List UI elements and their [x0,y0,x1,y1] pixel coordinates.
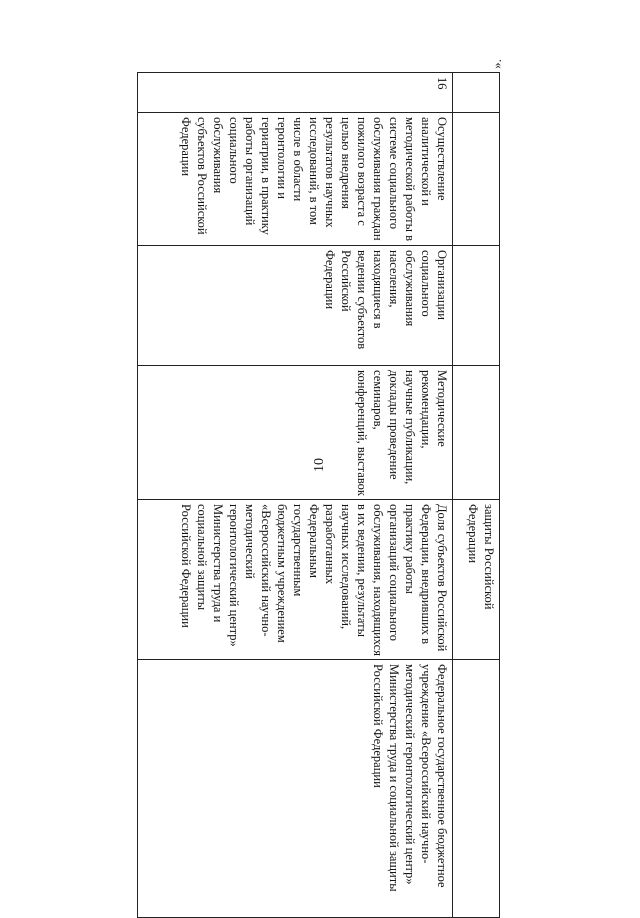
corner-mark: ». [488,59,504,69]
cell-executor: Федеральное государственное бюджетное учреждение «Всероссийский научно-методический геронтологический центр» Министерства труда и социальной защиты Российской Федерации [138,660,453,918]
cell-results: Методические рекомендации, научные публикации, доклады проведение семинаров, конференций, выставок [138,366,453,500]
cell-row-number: 16 [138,73,453,113]
cell-activity-top [453,113,500,246]
page-number: 10 [312,458,327,472]
table-row-continuation [453,73,500,918]
cell-objects: Организации социального обслуживания населения, находящиеся в ведении субъектов Российской Федерации [138,246,453,366]
cell-num-top [453,73,500,113]
cell-indicator-top: защиты Российской Федерации [453,500,500,660]
cell-results-top [453,366,500,500]
measures-table [137,72,500,918]
cell-activity: Осуществление аналитической и методической работы в системе социального обслуживания граждан пожилого возраста с целью внедрения результатов научных исследований, в том числе в области геронтологии и гериатрии, в практику работы организаций социального обслуживания субъектов Российской Федерации [138,113,453,246]
table-row-16 [138,73,453,918]
cell-objects-top [453,246,500,366]
cell-indicator: Доля субъектов Российской Федерации, внедривших в практику работы организаций социального обслуживания, находящихся в их ведении, результаты научных исследований, разработанных Федеральным государственным бюджетным учреждением «Всероссийский научно-методический геронтологический центр» Министерства труда и социальной защиты Российской Федерации [138,500,453,660]
cell-executor-top [453,660,500,918]
